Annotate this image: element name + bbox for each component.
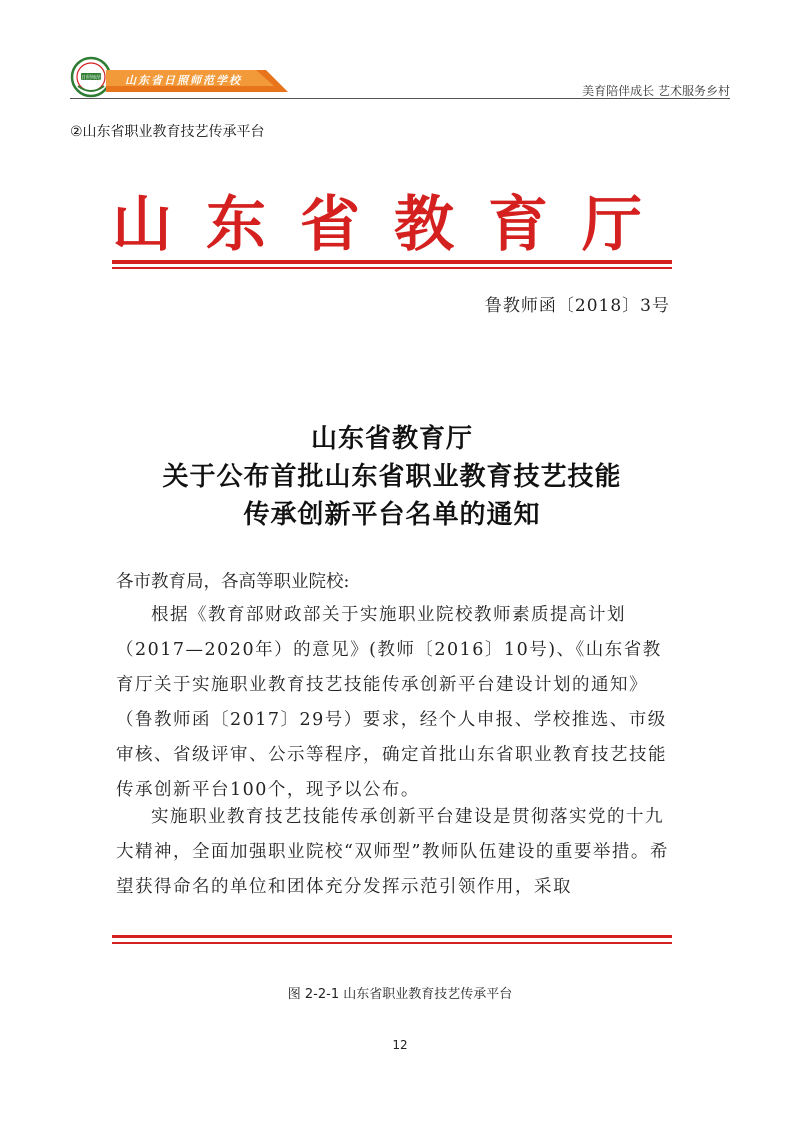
notice-title-line-2: 关于公布首批山东省职业教育技艺技能 xyxy=(162,462,622,492)
page-number: 12 xyxy=(392,1038,408,1052)
body-paragraph-1: 根据《教育部财政部关于实施职业院校教师素质提高计划（2017—2020年）的意见》(教师〔2016〕10号)、《山东省教育厅关于实施职业教育技艺技能传承创新平台建设计划的通知》（鲁教师函〔2017〕29号）要求，经个人申报、学校推选、市级审核、省级评审、公示等程序，确定首批山东省职业教育技艺技能传承创新平台100个，现予以公布。 xyxy=(116,605,667,800)
letterhead-red-line-thin xyxy=(112,267,672,269)
body-paragraph-2: 实施职业教育技艺技能传承创新平台建设是贯彻落实党的十九大精神，全面加强职业院校“双师型”教师队伍建设的重要举措。希望获得命名的单位和团体充分发挥示范引领作用，采取 xyxy=(116,807,669,897)
letterhead-org-title: 山东省教育厅 xyxy=(112,190,676,260)
salutation: 各市教育局，各高等职业院校: xyxy=(116,572,350,592)
notice-title-line-1: 山东省教育厅 xyxy=(310,424,473,454)
school-name: 山东省日照师范学校 xyxy=(125,74,242,87)
header-slogan: 美育陪伴成长 艺术服务乡村 xyxy=(582,84,730,98)
notice-title-line-3: 传承创新平台名单的通知 xyxy=(243,500,541,530)
figure-caption: 图 2-2-1 山东省职业教育技艺传承平台 xyxy=(287,987,513,1002)
bottom-red-line xyxy=(112,935,672,938)
document-number: 鲁教师函〔2018〕3号 xyxy=(484,296,670,316)
section-label: ②山东省职业教育技艺传承平台 xyxy=(70,124,265,140)
svg-text:日照师范: 日照师范 xyxy=(80,75,102,81)
bottom-red-line-thin xyxy=(112,942,672,944)
letterhead-red-line xyxy=(112,260,672,264)
header-divider xyxy=(70,98,730,99)
